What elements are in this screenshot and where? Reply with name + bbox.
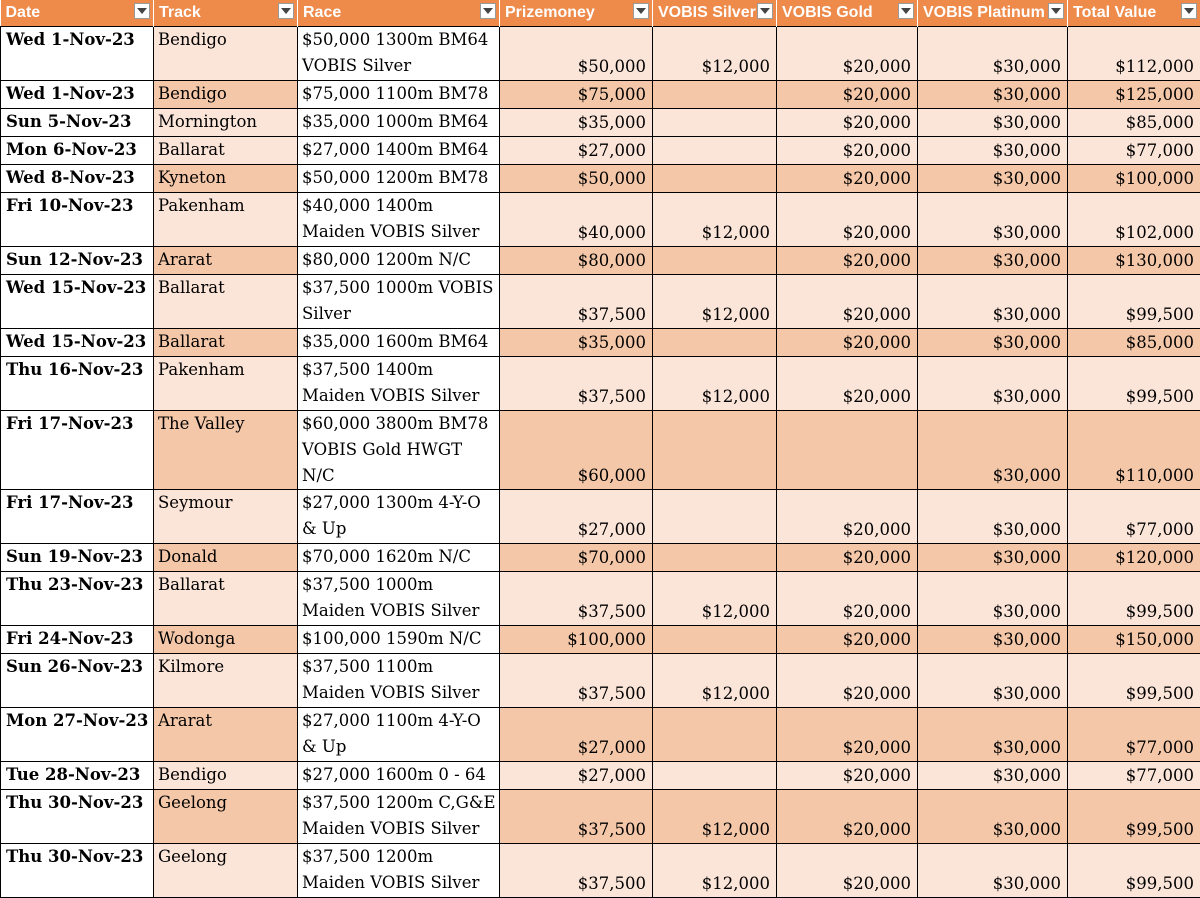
cell-plat[interactable]: $30,000 [918, 108, 1068, 136]
cell-silver[interactable]: $12,000 [653, 356, 777, 410]
cell-prize[interactable]: $50,000 [500, 164, 653, 192]
cell-race[interactable]: $37,500 1400m Maiden VOBIS Silver [298, 356, 500, 410]
cell-prize[interactable]: $40,000 [500, 192, 653, 246]
cell-silver[interactable] [653, 164, 777, 192]
column-header-label: VOBIS Silver [658, 4, 756, 21]
cell-gold[interactable]: $20,000 [777, 843, 918, 897]
cell-prize[interactable]: $80,000 [500, 246, 653, 274]
column-header-label: Date [6, 4, 41, 21]
cell-prize[interactable]: $50,000 [500, 26, 653, 80]
filter-dropdown-button[interactable] [1048, 3, 1064, 19]
cell-track[interactable]: Wodonga [154, 625, 298, 653]
table-row [1, 136, 1200, 164]
column-header-track [154, 0, 298, 26]
cell-prize[interactable]: $37,500 [500, 356, 653, 410]
chevron-down-icon [1184, 8, 1194, 14]
cell-plat[interactable]: $30,000 [918, 789, 1068, 843]
column-header-plat [918, 0, 1068, 26]
cell-total[interactable]: $110,000 [1068, 410, 1200, 489]
cell-total[interactable]: $125,000 [1068, 80, 1200, 108]
cell-plat[interactable]: $30,000 [918, 543, 1068, 571]
cell-silver[interactable] [653, 410, 777, 489]
cell-gold[interactable]: $20,000 [777, 625, 918, 653]
cell-gold[interactable] [777, 410, 918, 489]
table-row [1, 489, 1200, 543]
cell-race[interactable]: $40,000 1400m Maiden VOBIS Silver [298, 192, 500, 246]
cell-track[interactable]: Bendigo [154, 761, 298, 789]
table-row [1, 653, 1200, 707]
cell-silver[interactable] [653, 136, 777, 164]
cell-plat[interactable]: $30,000 [918, 26, 1068, 80]
cell-date[interactable]: Fri 17-Nov-23 [1, 489, 154, 543]
cell-date[interactable]: Thu 23-Nov-23 [1, 571, 154, 625]
filter-dropdown-button[interactable] [278, 3, 294, 19]
cell-race[interactable]: $35,000 1000m BM64 [298, 108, 500, 136]
cell-silver[interactable]: $12,000 [653, 571, 777, 625]
cell-gold[interactable]: $20,000 [777, 136, 918, 164]
cell-date[interactable]: Fri 24-Nov-23 [1, 625, 154, 653]
cell-plat[interactable]: $30,000 [918, 571, 1068, 625]
cell-total[interactable]: $99,500 [1068, 571, 1200, 625]
table-row [1, 707, 1200, 761]
cell-date[interactable]: Sun 19-Nov-23 [1, 543, 154, 571]
cell-prize[interactable]: $35,000 [500, 328, 653, 356]
cell-track[interactable]: Donald [154, 543, 298, 571]
cell-date[interactable]: Wed 8-Nov-23 [1, 164, 154, 192]
column-header-label: VOBIS Platinum [923, 4, 1045, 21]
column-header-label: Total Value [1073, 4, 1156, 21]
column-header-total [1068, 0, 1200, 26]
column-header-label: Track [159, 4, 201, 21]
table-row [1, 108, 1200, 136]
cell-race[interactable]: $37,500 1100m Maiden VOBIS Silver [298, 653, 500, 707]
cell-gold[interactable]: $20,000 [777, 80, 918, 108]
cell-silver[interactable] [653, 543, 777, 571]
filter-dropdown-button[interactable] [757, 3, 773, 19]
table-row [1, 789, 1200, 843]
table-row [1, 356, 1200, 410]
cell-date[interactable]: Thu 30-Nov-23 [1, 843, 154, 897]
cell-plat[interactable]: $30,000 [918, 410, 1068, 489]
cell-silver[interactable] [653, 246, 777, 274]
cell-race[interactable]: $37,500 1200m C,G&E Maiden VOBIS Silver [298, 789, 500, 843]
cell-track[interactable]: The Valley [154, 410, 298, 489]
cell-gold[interactable]: $20,000 [777, 328, 918, 356]
cell-total[interactable]: $102,000 [1068, 192, 1200, 246]
cell-plat[interactable]: $30,000 [918, 192, 1068, 246]
cell-date[interactable]: Thu 16-Nov-23 [1, 356, 154, 410]
cell-track[interactable]: Ararat [154, 707, 298, 761]
cell-silver[interactable] [653, 80, 777, 108]
cell-total[interactable]: $77,000 [1068, 489, 1200, 543]
cell-date[interactable]: Sun 12-Nov-23 [1, 246, 154, 274]
column-header-silver [653, 0, 777, 26]
cell-total[interactable]: $77,000 [1068, 136, 1200, 164]
cell-track[interactable]: Seymour [154, 489, 298, 543]
cell-total[interactable]: $112,000 [1068, 26, 1200, 80]
cell-gold[interactable]: $20,000 [777, 356, 918, 410]
cell-prize[interactable]: $27,000 [500, 489, 653, 543]
cell-prize[interactable]: $37,500 [500, 843, 653, 897]
table-row [1, 246, 1200, 274]
cell-total[interactable]: $77,000 [1068, 707, 1200, 761]
cell-silver[interactable] [653, 707, 777, 761]
chevron-down-icon [760, 8, 770, 14]
cell-silver[interactable] [653, 625, 777, 653]
cell-track[interactable]: Bendigo [154, 80, 298, 108]
cell-total[interactable]: $99,500 [1068, 653, 1200, 707]
cell-gold[interactable]: $20,000 [777, 543, 918, 571]
chevron-down-icon [483, 8, 493, 14]
cell-gold[interactable]: $20,000 [777, 761, 918, 789]
table-row [1, 164, 1200, 192]
cell-race[interactable]: $37,500 1000m Maiden VOBIS Silver [298, 571, 500, 625]
column-header-label: Prizemoney [505, 4, 595, 21]
cell-silver[interactable]: $12,000 [653, 26, 777, 80]
filter-dropdown-button[interactable] [1181, 3, 1197, 19]
cell-gold[interactable]: $20,000 [777, 164, 918, 192]
filter-dropdown-button[interactable] [480, 3, 496, 19]
cell-prize[interactable]: $70,000 [500, 543, 653, 571]
cell-race[interactable]: $60,000 3800m BM78 VOBIS Gold HWGT N/C [298, 410, 500, 489]
cell-track[interactable]: Pakenham [154, 192, 298, 246]
cell-gold[interactable]: $20,000 [777, 489, 918, 543]
cell-race[interactable]: $70,000 1620m N/C [298, 543, 500, 571]
cell-silver[interactable]: $12,000 [653, 653, 777, 707]
cell-race[interactable]: $75,000 1100m BM78 [298, 80, 500, 108]
cell-track[interactable]: Bendigo [154, 26, 298, 80]
cell-gold[interactable]: $20,000 [777, 789, 918, 843]
cell-date[interactable]: Fri 10-Nov-23 [1, 192, 154, 246]
table-row [1, 274, 1200, 328]
cell-date[interactable]: Tue 28-Nov-23 [1, 761, 154, 789]
cell-gold[interactable]: $20,000 [777, 707, 918, 761]
cell-prize[interactable]: $37,500 [500, 789, 653, 843]
cell-total[interactable]: $99,500 [1068, 356, 1200, 410]
cell-gold[interactable]: $20,000 [777, 26, 918, 80]
cell-total[interactable]: $150,000 [1068, 625, 1200, 653]
table-row [1, 843, 1200, 897]
cell-date[interactable]: Thu 30-Nov-23 [1, 789, 154, 843]
cell-total[interactable]: $120,000 [1068, 543, 1200, 571]
cell-plat[interactable]: $30,000 [918, 843, 1068, 897]
cell-track[interactable]: Ballarat [154, 274, 298, 328]
cell-prize[interactable]: $27,000 [500, 761, 653, 789]
cell-race[interactable]: $27,000 1400m BM64 [298, 136, 500, 164]
cell-race[interactable]: $37,500 1000m VOBIS Silver [298, 274, 500, 328]
cell-gold[interactable]: $20,000 [777, 571, 918, 625]
cell-track[interactable]: Kyneton [154, 164, 298, 192]
cell-track[interactable]: Geelong [154, 789, 298, 843]
cell-total[interactable]: $85,000 [1068, 328, 1200, 356]
cell-total[interactable]: $85,000 [1068, 108, 1200, 136]
cell-prize[interactable]: $37,500 [500, 571, 653, 625]
cell-prize[interactable]: $27,000 [500, 707, 653, 761]
chevron-down-icon [901, 8, 911, 14]
column-header-gold [777, 0, 918, 26]
cell-date[interactable]: Sun 5-Nov-23 [1, 108, 154, 136]
table-row [1, 571, 1200, 625]
cell-plat[interactable]: $30,000 [918, 761, 1068, 789]
cell-track[interactable]: Pakenham [154, 356, 298, 410]
cell-date[interactable]: Wed 1-Nov-23 [1, 80, 154, 108]
cell-race[interactable]: $50,000 1200m BM78 [298, 164, 500, 192]
cell-prize[interactable]: $37,500 [500, 653, 653, 707]
table-row [1, 761, 1200, 789]
chevron-down-icon [281, 8, 291, 14]
cell-race[interactable]: $50,000 1300m BM64 VOBIS Silver [298, 26, 500, 80]
cell-silver[interactable]: $12,000 [653, 843, 777, 897]
table-row [1, 192, 1200, 246]
cell-plat[interactable]: $30,000 [918, 274, 1068, 328]
filter-dropdown-button[interactable] [898, 3, 914, 19]
cell-gold[interactable]: $20,000 [777, 653, 918, 707]
cell-gold[interactable]: $20,000 [777, 274, 918, 328]
cell-gold[interactable]: $20,000 [777, 192, 918, 246]
header-row [1, 0, 1200, 26]
cell-plat[interactable]: $30,000 [918, 80, 1068, 108]
column-header-label: Race [303, 4, 341, 21]
cell-total[interactable]: $77,000 [1068, 761, 1200, 789]
cell-plat[interactable]: $30,000 [918, 246, 1068, 274]
cell-date[interactable]: Wed 15-Nov-23 [1, 328, 154, 356]
cell-plat[interactable]: $30,000 [918, 328, 1068, 356]
cell-race[interactable]: $27,000 1300m 4-Y-O & Up [298, 489, 500, 543]
cell-plat[interactable]: $30,000 [918, 489, 1068, 543]
cell-race[interactable]: $27,000 1100m 4-Y-O & Up [298, 707, 500, 761]
cell-date[interactable]: Wed 1-Nov-23 [1, 26, 154, 80]
cell-race[interactable]: $27,000 1600m 0 - 64 [298, 761, 500, 789]
cell-track[interactable]: Ballarat [154, 328, 298, 356]
cell-track[interactable]: Ballarat [154, 571, 298, 625]
cell-silver[interactable]: $12,000 [653, 192, 777, 246]
cell-plat[interactable]: $30,000 [918, 707, 1068, 761]
column-header-label: VOBIS Gold [782, 4, 873, 21]
cell-silver[interactable] [653, 761, 777, 789]
chevron-down-icon [137, 8, 147, 14]
cell-silver[interactable] [653, 489, 777, 543]
chevron-down-icon [1051, 8, 1061, 14]
cell-silver[interactable] [653, 328, 777, 356]
column-header-prize [500, 0, 653, 26]
cell-race[interactable]: $100,000 1590m N/C [298, 625, 500, 653]
cell-track[interactable]: Ararat [154, 246, 298, 274]
cell-plat[interactable]: $30,000 [918, 164, 1068, 192]
cell-total[interactable]: $99,500 [1068, 274, 1200, 328]
table-row [1, 543, 1200, 571]
cell-prize[interactable]: $75,000 [500, 80, 653, 108]
cell-silver[interactable]: $12,000 [653, 789, 777, 843]
cell-race[interactable]: $80,000 1200m N/C [298, 246, 500, 274]
cell-track[interactable]: Ballarat [154, 136, 298, 164]
table-row [1, 328, 1200, 356]
cell-gold[interactable]: $20,000 [777, 246, 918, 274]
cell-total[interactable]: $99,500 [1068, 843, 1200, 897]
table-row [1, 26, 1200, 80]
filter-dropdown-button[interactable] [134, 3, 150, 19]
cell-track[interactable]: Kilmore [154, 653, 298, 707]
cell-date[interactable]: Sun 26-Nov-23 [1, 653, 154, 707]
chevron-down-icon [636, 8, 646, 14]
cell-prize[interactable]: $37,500 [500, 274, 653, 328]
cell-silver[interactable] [653, 108, 777, 136]
cell-plat[interactable]: $30,000 [918, 653, 1068, 707]
cell-gold[interactable]: $20,000 [777, 108, 918, 136]
cell-prize[interactable]: $27,000 [500, 136, 653, 164]
cell-date[interactable]: Mon 6-Nov-23 [1, 136, 154, 164]
cell-total[interactable]: $99,500 [1068, 789, 1200, 843]
cell-date[interactable]: Mon 27-Nov-23 [1, 707, 154, 761]
column-header-race [298, 0, 500, 26]
column-header-date [1, 0, 154, 26]
cell-plat[interactable]: $30,000 [918, 625, 1068, 653]
cell-date[interactable]: Wed 15-Nov-23 [1, 274, 154, 328]
cell-prize[interactable]: $35,000 [500, 108, 653, 136]
filter-dropdown-button[interactable] [633, 3, 649, 19]
cell-prize[interactable]: $60,000 [500, 410, 653, 489]
cell-prize[interactable]: $100,000 [500, 625, 653, 653]
cell-race[interactable]: $37,500 1200m Maiden VOBIS Silver [298, 843, 500, 897]
table-body [1, 26, 1200, 897]
cell-silver[interactable]: $12,000 [653, 274, 777, 328]
cell-total[interactable]: $130,000 [1068, 246, 1200, 274]
cell-plat[interactable]: $30,000 [918, 136, 1068, 164]
table-row [1, 410, 1200, 489]
table-row [1, 625, 1200, 653]
table-row [1, 80, 1200, 108]
cell-total[interactable]: $100,000 [1068, 164, 1200, 192]
cell-race[interactable]: $35,000 1600m BM64 [298, 328, 500, 356]
cell-date[interactable]: Fri 17-Nov-23 [1, 410, 154, 489]
cell-plat[interactable]: $30,000 [918, 356, 1068, 410]
cell-track[interactable]: Geelong [154, 843, 298, 897]
cell-track[interactable]: Mornington [154, 108, 298, 136]
